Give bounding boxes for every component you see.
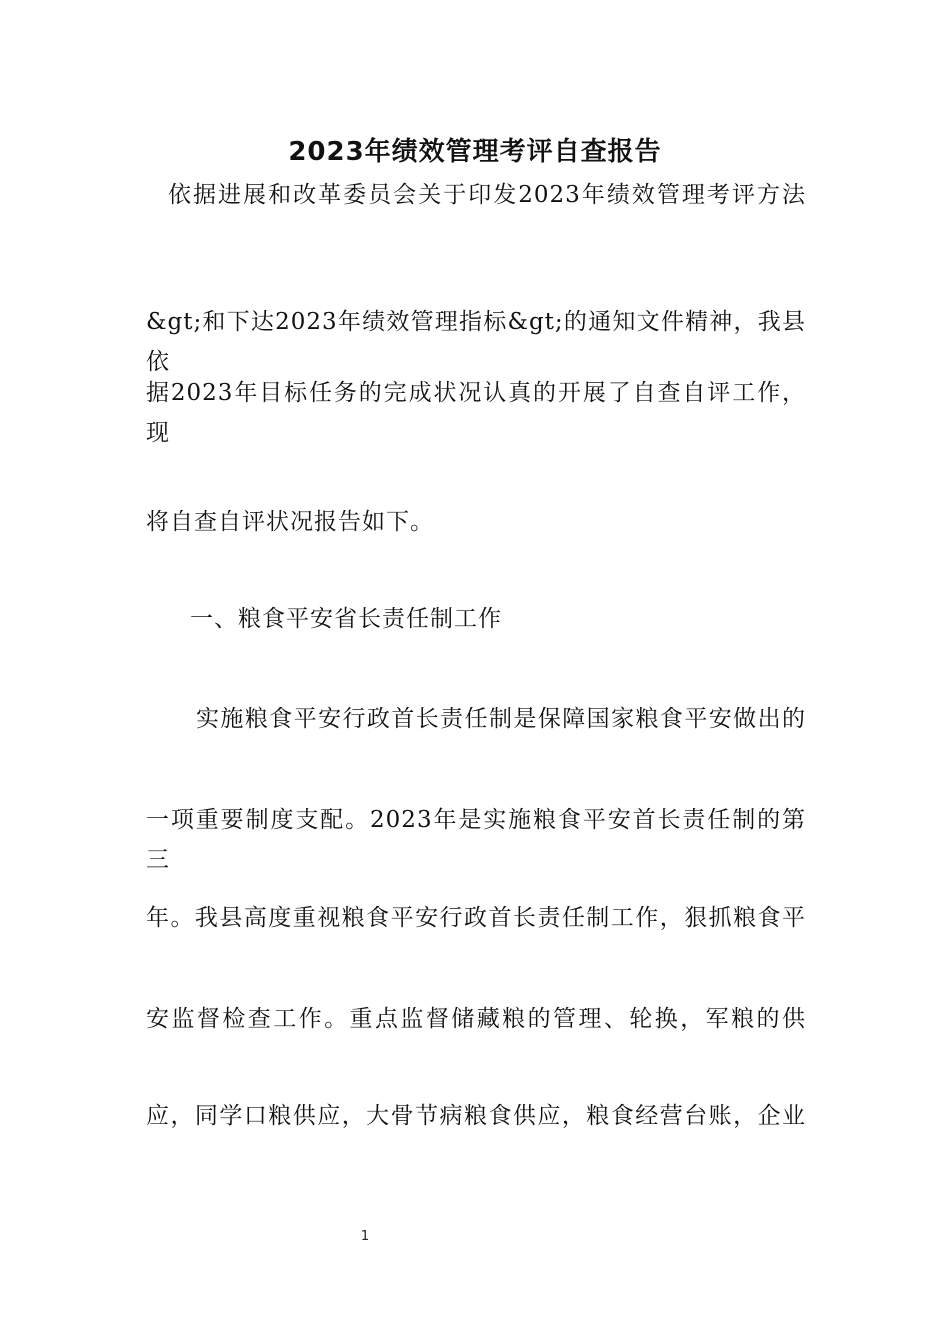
paragraph-line-3: 据2023年目标任务的完成状况认真的开展了自查自评工作，现	[146, 380, 806, 446]
paragraph-line-1: 依据进展和改革委员会关于印发2023年绩效管理考评方法	[168, 182, 806, 208]
body-line-5: 应，同学口粮供应，大骨节病粮食供应，粮食经营台账，企业	[146, 1103, 806, 1129]
document-title: 2023年绩效管理考评自查报告	[288, 137, 662, 167]
page-number: 1	[360, 1229, 370, 1244]
body-line-2: 一项重要制度支配。2023年是实施粮食平安首长责任制的第三	[146, 807, 806, 873]
paragraph-line-4: 将自查自评状况报告如下。	[146, 509, 434, 535]
section-heading: 一、粮食平安省长责任制工作	[190, 606, 502, 632]
body-line-3: 年。我县高度重视粮食平安行政首长责任制工作，狠抓粮食平	[146, 905, 806, 931]
body-line-1: 实施粮食平安行政首长责任制是保障国家粮食平安做出的	[196, 706, 806, 732]
body-line-4: 安监督检查工作。重点监督储藏粮的管理、轮换，军粮的供	[146, 1006, 806, 1032]
paragraph-line-2: &gt;和下达2023年绩效管理指标&gt;的通知文件精神，我县依	[146, 309, 806, 375]
